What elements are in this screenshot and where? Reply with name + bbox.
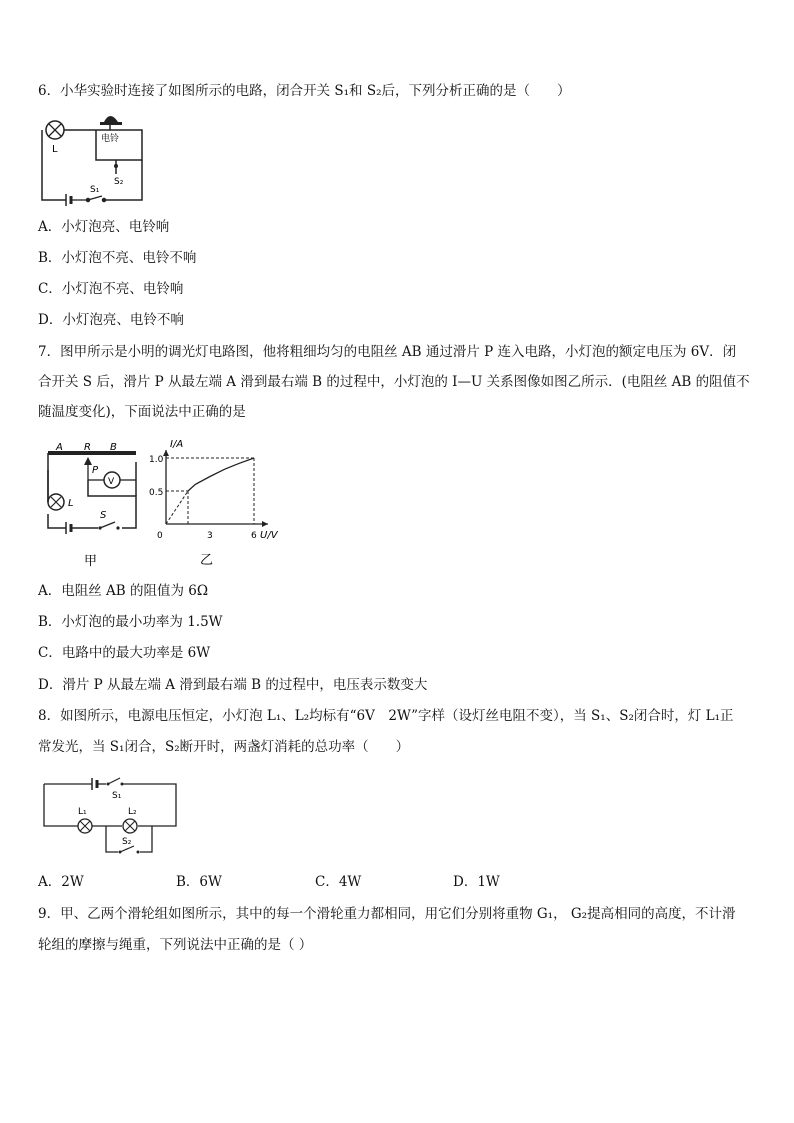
x-axis-arrow (262, 521, 268, 527)
q6-option-b[interactable]: B．小灯泡不亮、电铃不响 (38, 250, 197, 266)
y-tick-label: 0.5 (149, 488, 164, 498)
switch-s1-icon (107, 778, 124, 786)
chart-axes (163, 450, 268, 527)
bell-label: 电铃 (101, 134, 120, 144)
label-r: R (84, 442, 91, 453)
q8-option-c[interactable]: C．4W (315, 874, 362, 890)
lamp-label: L (52, 144, 58, 155)
q6-option-a[interactable]: A．小灯泡亮、电铃响 (38, 219, 170, 235)
switch-s1-icon (71, 196, 106, 202)
label-s1: S₁ (112, 791, 122, 801)
lamp-l2-icon (123, 819, 137, 833)
switch-s-icon (98, 522, 119, 530)
lamp-icon (46, 121, 64, 139)
caption-jia: 甲 (84, 554, 98, 569)
label-l1: L₁ (78, 807, 87, 817)
battery-icon (92, 778, 97, 790)
battery-icon (66, 522, 71, 534)
caption-yi: 乙 (200, 553, 214, 568)
q8-option-d[interactable]: D．1W (453, 874, 500, 890)
iu-curve-line (188, 458, 254, 491)
q7-text-line-3: 随温度变化)，下面说法中正确的是 (38, 404, 246, 420)
y-axis-arrow (163, 450, 169, 456)
q8-circuit-diagram (40, 772, 180, 862)
label-s: S (100, 510, 107, 521)
label-p: P (92, 465, 99, 476)
q7-option-d[interactable]: D．滑片 P 从最左端 A 滑到最右端 B 的过程中，电压表示数变大 (38, 677, 428, 693)
q6-circuit-diagram (38, 110, 148, 205)
q6-option-d[interactable]: D．小灯泡亮、电铃不响 (38, 312, 184, 328)
q7-text-line-2: 合开关 S 后，滑片 P 从最左端 A 滑到最右端 B 的过程中，小灯泡的 I—U 关系图像如图乙所示．(电阻丝 AB 的阻值不 (38, 374, 750, 390)
q7-figure-jia (40, 440, 140, 575)
bell-icon (100, 116, 122, 130)
q8-text-line-2: 常发光，当 S₁闭合，S₂断开时，两盏灯消耗的总功率（ ） (38, 739, 410, 755)
q7-option-b[interactable]: B．小灯泡的最小功率为 1.5W (38, 614, 223, 630)
y-axis-label: I/A (170, 439, 184, 450)
q6-text: 6．小华实验时连接了如图所示的电路，闭合开关 S₁和 S₂后，下列分析正确的是（ ） (38, 83, 571, 99)
battery-icon (66, 194, 71, 206)
q8-option-b[interactable]: B．6W (176, 874, 222, 890)
x-axis-label: U/V (260, 530, 278, 541)
q9-text-line-1: 9．甲、乙两个滑轮组如图所示，其中的每一个滑轮重力都相同，用它们分别将重物 G₁， G₂提高相同的高度，不计滑 (38, 906, 736, 922)
q7-text-line-1: 7．图甲所示是小明的调光灯电路图，他将粗细均匀的电阻丝 AB 通过滑片 P 连入电路，小灯泡的额定电压为 6V．闭 (38, 344, 737, 360)
label-v: V (108, 477, 115, 487)
label-a: A (56, 442, 63, 453)
q8-option-a[interactable]: A．2W (38, 874, 84, 890)
switch-s2-icon (119, 846, 140, 854)
label-l2: L₂ (128, 807, 137, 817)
chart-ticks (149, 455, 257, 541)
q8-text-line-1: 8．如图所示，电源电压恒定，小灯泡 L₁、L₂均标有“6V 2W”字样（设灯丝电阻不变），当 S₁、S₂闭合时，灯 L₁正 (38, 708, 734, 724)
q9-text-line-2: 轮组的摩擦与绳重，下列说法中正确的是（ ） (38, 937, 313, 953)
s1-label: S₁ (90, 185, 100, 195)
x-tick-label: 0 (157, 531, 163, 541)
guide-origin-diagonal (166, 491, 188, 524)
s2-label: S₂ (114, 177, 124, 187)
label-b: B (110, 442, 117, 453)
q7-figure-yi-chart (148, 438, 288, 578)
q7-option-c[interactable]: C．电路中的最大功率是 6W (38, 645, 211, 661)
x-tick-label: 3 (207, 531, 213, 541)
x-tick-label: 6 (251, 531, 257, 541)
lamp-l1-icon (78, 819, 92, 833)
lamp-icon (48, 494, 64, 510)
label-s2: S₂ (122, 837, 132, 847)
y-tick-label: 1.0 (149, 455, 164, 465)
q7-option-a[interactable]: A．电阻丝 AB 的阻值为 6Ω (38, 583, 209, 599)
label-l: L (68, 498, 74, 509)
q6-option-c[interactable]: C．小灯泡不亮、电铃响 (38, 281, 184, 297)
chart-guide-lines (166, 458, 254, 524)
